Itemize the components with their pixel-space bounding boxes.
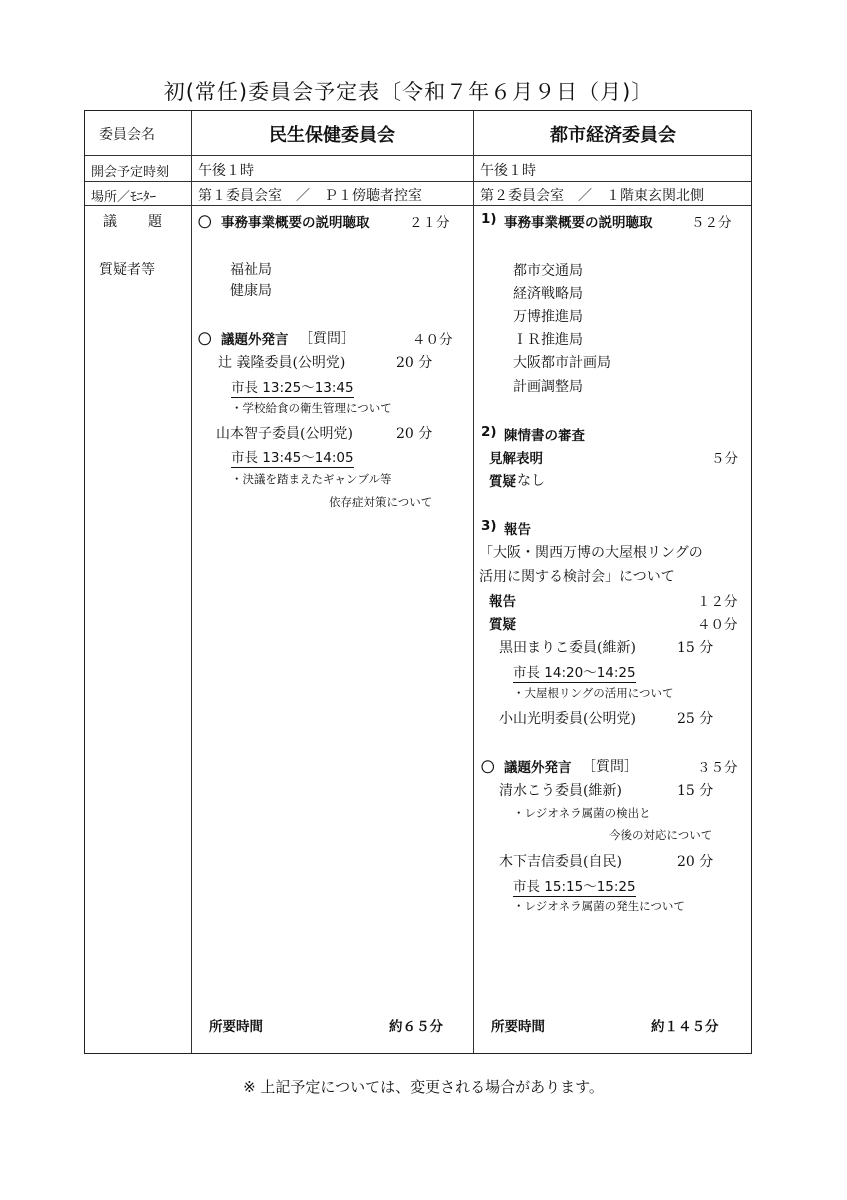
schedule-table: [84, 110, 752, 1054]
left-bureau-1: 福祉局: [230, 262, 272, 278]
right-section3-title: 報告: [504, 522, 531, 538]
right-section3-a-label: 報告: [489, 594, 516, 610]
left-questioner-1-topic: ・学校給食の衛生管理について: [231, 401, 392, 415]
page-title-text: 初(常任)委員会予定表〔令和７年６月９日（月)〕: [163, 80, 654, 104]
right-questioner-4-time: 20 分: [677, 854, 714, 870]
right-bureau-1: 都市交通局: [513, 263, 583, 279]
label-agenda: 議 題: [103, 214, 163, 230]
label-questioners: 質疑者等: [99, 262, 155, 278]
left-bureau-2: 健康局: [230, 283, 272, 299]
right-questioner-3-time: 15 分: [677, 783, 714, 799]
right-bureau-2: 経済戦略局: [513, 286, 583, 302]
right-questioner-1-time: 15 分: [677, 640, 714, 656]
right-bureau-3: 万博推進局: [513, 309, 583, 325]
right-total-time: 約１４５分: [651, 1019, 719, 1035]
footer-note: ※ 上記予定については、変更される場合があります。: [243, 1078, 604, 1096]
divider-row2: [85, 181, 751, 182]
right-section3-a-time: １２分: [697, 594, 738, 610]
right-questioner-3-topic-2: 今後の対応について: [609, 828, 713, 842]
right-section3-text-2: 活用に関する検討会」について: [479, 569, 675, 585]
right-section3-b-time: ４０分: [697, 617, 738, 633]
right-questioner-4: 木下吉信委員(自民): [499, 854, 622, 870]
right-questioner-4-mayor: 市長 15:15〜15:25: [513, 875, 636, 897]
right-place: 第２委員会室 ／ １階東玄関北側: [480, 188, 704, 204]
right-section4-time: ３５分: [697, 760, 738, 776]
left-total-label: 所要時間: [209, 1019, 263, 1035]
left-committee-name: 民生保健委員会: [269, 125, 395, 146]
right-section4-mark: 〇: [481, 760, 495, 776]
right-section2-mark: 2): [481, 424, 497, 440]
right-section4-title: 議題外発言: [504, 760, 572, 776]
left-questioner-2-mayor: 市長 13:45〜14:05: [231, 446, 354, 468]
left-questioner-2-topic-2: 依存症対策について: [329, 495, 433, 509]
right-questioner-3-topic-1: ・レジオネラ属菌の検出と: [513, 806, 651, 820]
right-questioner-2: 小山光明委員(公明党): [499, 711, 636, 727]
right-questioner-3: 清水こう委員(維新): [499, 783, 622, 799]
right-questioner-4-topic: ・レジオネラ属菌の発生について: [513, 899, 685, 913]
divider-col1: [191, 111, 192, 1053]
right-section3-mark: 3): [481, 518, 497, 534]
right-questioner-2-time: 25 分: [677, 711, 714, 727]
left-section1-time: ２１分: [409, 215, 450, 231]
right-section1-mark: 1): [481, 211, 497, 227]
left-questioner-1: 辻 義隆委員(公明党): [218, 355, 346, 371]
left-section2-mark: 〇: [198, 332, 212, 348]
divider-col2: [473, 111, 474, 1053]
right-section3-text-1: 「大阪・関西万博の大屋根リングの: [479, 545, 703, 561]
right-section1-title: 事務事業概要の説明聴取: [504, 215, 653, 231]
left-questioner-1-mayor: 市長 13:25〜13:45: [231, 376, 354, 398]
left-section2-sub: ［質問］: [299, 331, 355, 347]
left-section1-mark: 〇: [198, 215, 212, 231]
page-title: [0, 76, 847, 106]
divider-row3: [85, 205, 751, 206]
right-section2-title: 陳情書の審査: [504, 428, 585, 444]
right-start-time: 午後１時: [480, 163, 536, 179]
right-section3-b-label: 質疑: [489, 617, 516, 633]
left-start-time: 午後１時: [198, 163, 254, 179]
right-section2-b-label: 質疑: [489, 474, 516, 490]
right-section4-sub: ［質問］: [582, 759, 638, 775]
left-questioner-2-topic-1: ・決議を踏まえたギャンブル等: [231, 472, 392, 486]
right-section2-a-time: ５分: [711, 451, 738, 467]
right-section1-time: ５２分: [691, 215, 732, 231]
left-section1-title: 事務事業概要の説明聴取: [221, 215, 370, 231]
right-questioner-1-mayor: 市長 14:20〜14:25: [513, 661, 636, 683]
right-total-label: 所要時間: [491, 1019, 545, 1035]
left-questioner-2: 山本智子委員(公明党): [216, 426, 353, 442]
right-committee-name: 都市経済委員会: [550, 125, 676, 146]
right-section2-b-rest: なし: [517, 473, 545, 489]
right-bureau-4: ＩＲ推進局: [513, 332, 583, 348]
left-questioner-1-time: 20 分: [396, 355, 433, 371]
left-questioner-2-time: 20 分: [396, 426, 433, 442]
left-total-time: 約６５分: [389, 1019, 443, 1035]
divider-row1: [85, 155, 751, 156]
right-bureau-5: 大阪都市計画局: [513, 355, 611, 371]
right-questioner-1-topic: ・大屋根リングの活用について: [513, 686, 674, 700]
label-committee: 委員会名: [99, 127, 155, 143]
label-place: 場所／ﾓﾆﾀｰ: [91, 190, 157, 205]
right-bureau-6: 計画調整局: [513, 379, 583, 395]
right-section2-a-label: 見解表明: [489, 451, 543, 467]
left-place: 第１委員会室 ／ Ｐ１傍聴者控室: [198, 188, 422, 204]
left-section2-title: 議題外発言: [221, 332, 289, 348]
right-questioner-1: 黒田まりこ委員(維新): [499, 640, 636, 656]
label-start-time: 開会予定時刻: [91, 165, 170, 180]
left-section2-time: ４０分: [412, 332, 453, 348]
